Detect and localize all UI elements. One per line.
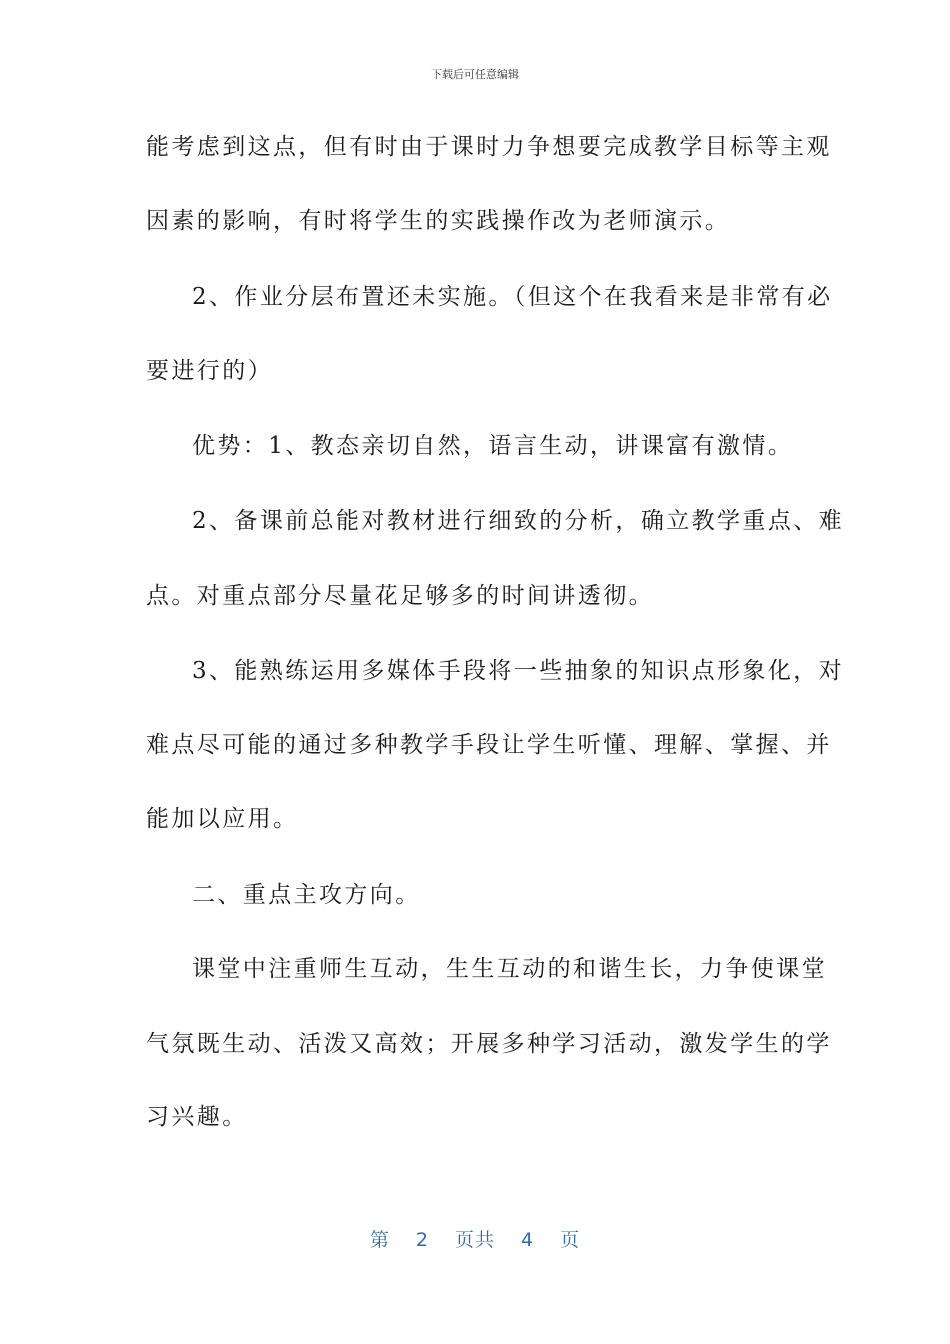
paragraph-line: 能考虑到这点，但有时由于课时力争想要完成教学目标等主观 (146, 134, 832, 160)
header-note: 下载后可任意编辑 (431, 68, 519, 81)
footer-total-pages: 4 (521, 1229, 535, 1251)
paragraph-line: 习兴趣。 (146, 1104, 248, 1130)
paragraph-line: 难点尽可能的通过多种教学手段让学生听懂、理解、掌握、并 (146, 732, 832, 758)
paragraph-line: 要进行的） (146, 358, 273, 384)
paragraph-line: 气氛既生动、活泼又高效；开展多种学习活动，激发学生的学 (146, 1031, 832, 1057)
paragraph-line: 课堂中注重师生互动，生生互动的和谐生长，力争使课堂 (192, 956, 827, 982)
section-heading: 二、重点主攻方向。 (192, 882, 421, 908)
paragraph-line: 能加以应用。 (146, 806, 299, 832)
footer-prefix: 第 (369, 1229, 390, 1251)
paragraph-line: 2、备课前总能对教材进行细致的分析，确立教学重点、难 (192, 508, 845, 534)
paragraph-line: 优势：1、教态亲切自然，语言生动，讲课富有激情。 (192, 433, 794, 459)
footer-middle: 页共 (454, 1229, 495, 1251)
paragraph-line: 2、作业分层布置还未实施。（但这个在我看来是非常有必 (192, 284, 833, 310)
paragraph-line: 3、能熟练运用多媒体手段将一些抽象的知识点形象化，对 (192, 658, 845, 684)
page-footer (0, 1225, 950, 1252)
footer-page-number: 2 (415, 1229, 429, 1251)
paragraph-line: 因素的影响，有时将学生的实践操作改为老师演示。 (146, 208, 731, 234)
footer-suffix: 页 (560, 1229, 581, 1251)
paragraph-line: 点。对重点部分尽量花足够多的时间讲透彻。 (146, 583, 654, 609)
